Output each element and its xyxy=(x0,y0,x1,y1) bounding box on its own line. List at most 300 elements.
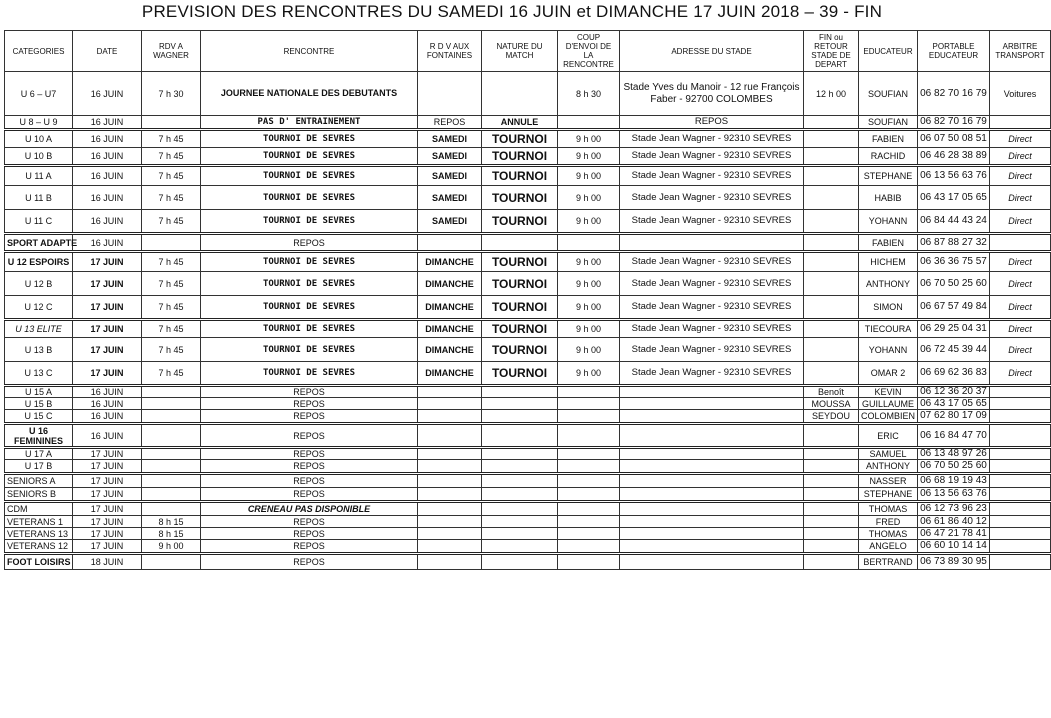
cell-cat: U 11 A xyxy=(5,166,73,186)
cell-arbitre xyxy=(990,448,1051,460)
cell-fontaines: SAMEDI xyxy=(418,148,482,166)
table-row xyxy=(5,398,1051,410)
cell-cat: VETERANS 13 xyxy=(5,528,73,540)
cell-tel: 06 16 84 47 70 xyxy=(918,424,990,448)
cell-cat: VETERANS 1 xyxy=(5,516,73,528)
cell-educ: FRED xyxy=(859,516,918,528)
cell-cat: U 15 A xyxy=(5,386,73,398)
cell-educ: ANGELO xyxy=(859,540,918,554)
cell-adresse xyxy=(620,398,804,410)
table-row xyxy=(5,148,1051,166)
cell-tel: 06 84 44 43 24 xyxy=(918,210,990,234)
cell-educ: THOMAS xyxy=(859,528,918,540)
cell-nature: TOURNOI xyxy=(482,210,558,234)
cell-arbitre xyxy=(990,516,1051,528)
cell-rdv: 7 h 45 xyxy=(142,362,201,386)
cell-educ: YOHANN xyxy=(859,338,918,362)
cell-fin xyxy=(804,540,859,554)
cell-coup xyxy=(558,460,620,474)
cell-fontaines: DIMANCHE xyxy=(418,272,482,296)
cell-arbitre: Direct xyxy=(990,296,1051,320)
cell-nature: TOURNOI xyxy=(482,252,558,272)
cell-fontaines: DIMANCHE xyxy=(418,252,482,272)
cell-rencontre: PAS D' ENTRAINEMENT xyxy=(201,116,418,130)
cell-fontaines xyxy=(418,424,482,448)
cell-cat: U 13 B xyxy=(5,338,73,362)
cell-cat: FOOT LOISIRS xyxy=(5,554,73,570)
cell-arbitre xyxy=(990,424,1051,448)
cell-adresse: Stade Jean Wagner - 92310 SEVRES xyxy=(620,272,804,296)
cell-arbitre: Direct xyxy=(990,166,1051,186)
cell-coup xyxy=(558,528,620,540)
cell-rencontre: REPOS xyxy=(201,398,418,410)
cell-adresse: Stade Jean Wagner - 92310 SEVRES xyxy=(620,252,804,272)
cell-arbitre xyxy=(990,410,1051,424)
cell-cat: U 15 B xyxy=(5,398,73,410)
table-row xyxy=(5,528,1051,540)
cell-cat: U 10 B xyxy=(5,148,73,166)
cell-adresse: Stade Jean Wagner - 92310 SEVRES xyxy=(620,296,804,320)
cell-coup xyxy=(558,488,620,502)
schedule-table xyxy=(4,30,1051,570)
cell-rencontre: CRENEAU PAS DISPONIBLE xyxy=(201,502,418,516)
cell-rencontre: REPOS xyxy=(201,528,418,540)
cell-fin xyxy=(804,272,859,296)
cell-cat: U 17 B xyxy=(5,460,73,474)
cell-educ: OMAR 2 xyxy=(859,362,918,386)
cell-educ: HABIB xyxy=(859,186,918,210)
cell-rdv: 8 h 15 xyxy=(142,516,201,528)
table-row xyxy=(5,448,1051,460)
cell-tel: 06 87 88 27 32 xyxy=(918,234,990,252)
cell-nature: TOURNOI xyxy=(482,362,558,386)
cell-nature xyxy=(482,502,558,516)
cell-fin xyxy=(804,488,859,502)
cell-rdv: 7 h 45 xyxy=(142,166,201,186)
cell-tel: 07 62 80 17 09 xyxy=(918,410,990,424)
cell-tel: 06 13 56 63 76 xyxy=(918,166,990,186)
cell-arbitre xyxy=(990,398,1051,410)
cell-rencontre: REPOS xyxy=(201,424,418,448)
cell-rdv: 7 h 45 xyxy=(142,210,201,234)
cell-coup: 9 h 00 xyxy=(558,186,620,210)
table-row xyxy=(5,320,1051,338)
cell-rencontre: REPOS xyxy=(201,488,418,502)
cell-fontaines xyxy=(418,528,482,540)
cell-date: 17 JUIN xyxy=(73,502,142,516)
cell-adresse xyxy=(620,448,804,460)
cell-educ: THOMAS xyxy=(859,502,918,516)
cell-coup xyxy=(558,410,620,424)
cell-fin xyxy=(804,362,859,386)
cell-rencontre: TOURNOI DE SEVRES xyxy=(201,252,418,272)
cell-educ: NASSER xyxy=(859,474,918,488)
cell-arbitre xyxy=(990,554,1051,570)
cell-date: 16 JUIN xyxy=(73,424,142,448)
table-row xyxy=(5,424,1051,448)
cell-tel: 06 82 70 16 79 xyxy=(918,116,990,130)
cell-fontaines xyxy=(418,398,482,410)
cell-cat: U 17 A xyxy=(5,448,73,460)
cell-adresse: Stade Yves du Manoir - 12 rue François Faber - 92700 COLOMBES xyxy=(620,72,804,116)
cell-adresse xyxy=(620,474,804,488)
cell-coup: 9 h 00 xyxy=(558,130,620,148)
cell-fontaines: DIMANCHE xyxy=(418,338,482,362)
cell-rdv: 7 h 45 xyxy=(142,186,201,210)
cell-nature: TOURNOI xyxy=(482,338,558,362)
cell-arbitre xyxy=(990,540,1051,554)
cell-fin xyxy=(804,460,859,474)
cell-arbitre xyxy=(990,502,1051,516)
cell-rencontre: TOURNOI DE SEVRES xyxy=(201,272,418,296)
cell-educ: BERTRAND xyxy=(859,554,918,570)
cell-coup xyxy=(558,554,620,570)
cell-date: 17 JUIN xyxy=(73,540,142,554)
cell-rencontre: REPOS xyxy=(201,554,418,570)
cell-nature xyxy=(482,540,558,554)
cell-tel: 06 07 50 08 51 xyxy=(918,130,990,148)
cell-cat: U 16 FEMININES xyxy=(5,424,73,448)
cell-coup xyxy=(558,424,620,448)
cell-rencontre: TOURNOI DE SEVRES xyxy=(201,362,418,386)
cell-cat: U 10 A xyxy=(5,130,73,148)
cell-educ: STEPHANE xyxy=(859,488,918,502)
cell-fin xyxy=(804,502,859,516)
cell-tel: 06 12 73 96 23 xyxy=(918,502,990,516)
cell-adresse: Stade Jean Wagner - 92310 SEVRES xyxy=(620,320,804,338)
cell-rdv xyxy=(142,234,201,252)
cell-educ: ANTHONY xyxy=(859,460,918,474)
table-row xyxy=(5,338,1051,362)
cell-nature: TOURNOI xyxy=(482,320,558,338)
header-fin-retour: FIN ou RETOUR STADE DE DEPART xyxy=(804,31,859,72)
cell-fontaines xyxy=(418,448,482,460)
cell-fontaines xyxy=(418,474,482,488)
cell-fontaines xyxy=(418,234,482,252)
cell-arbitre: Direct xyxy=(990,272,1051,296)
cell-tel: 06 82 70 16 79 xyxy=(918,72,990,116)
cell-cat: SENIORS A xyxy=(5,474,73,488)
cell-fin xyxy=(804,116,859,130)
table-row xyxy=(5,516,1051,528)
cell-rencontre: REPOS xyxy=(201,474,418,488)
cell-educ: GUILLAUME xyxy=(859,398,918,410)
cell-coup: 9 h 00 xyxy=(558,296,620,320)
cell-educ: SOUFIAN xyxy=(859,72,918,116)
cell-rencontre: TOURNOI DE SEVRES xyxy=(201,186,418,210)
cell-arbitre xyxy=(990,460,1051,474)
cell-coup: 9 h 00 xyxy=(558,272,620,296)
cell-arbitre: Direct xyxy=(990,338,1051,362)
cell-fontaines: SAMEDI xyxy=(418,210,482,234)
cell-arbitre xyxy=(990,386,1051,398)
cell-coup: 9 h 00 xyxy=(558,148,620,166)
cell-rdv: 7 h 45 xyxy=(142,296,201,320)
cell-nature xyxy=(482,554,558,570)
cell-fin xyxy=(804,296,859,320)
cell-fontaines xyxy=(418,410,482,424)
header-coup-envoi: COUP D'ENVOI DE LA RENCONTRE xyxy=(558,31,620,72)
cell-rdv: 7 h 45 xyxy=(142,320,201,338)
cell-fin: SEYDOU xyxy=(804,410,859,424)
table-row xyxy=(5,72,1051,116)
cell-coup xyxy=(558,386,620,398)
cell-fin xyxy=(804,554,859,570)
cell-rencontre: TOURNOI DE SEVRES xyxy=(201,338,418,362)
cell-nature xyxy=(482,398,558,410)
cell-educ: FABIEN xyxy=(859,234,918,252)
table-row xyxy=(5,410,1051,424)
cell-rencontre: TOURNOI DE SEVRES xyxy=(201,166,418,186)
cell-fin xyxy=(804,130,859,148)
cell-tel: 06 68 19 19 43 xyxy=(918,474,990,488)
cell-arbitre: Direct xyxy=(990,186,1051,210)
cell-fin xyxy=(804,186,859,210)
cell-coup: 9 h 00 xyxy=(558,338,620,362)
cell-adresse: Stade Jean Wagner - 92310 SEVRES xyxy=(620,338,804,362)
cell-date: 17 JUIN xyxy=(73,460,142,474)
cell-tel: 06 29 25 04 31 xyxy=(918,320,990,338)
cell-coup: 9 h 00 xyxy=(558,252,620,272)
cell-date: 17 JUIN xyxy=(73,528,142,540)
cell-date: 16 JUIN xyxy=(73,72,142,116)
header-rdv-wagner: RDV A WAGNER xyxy=(142,31,201,72)
table-row xyxy=(5,386,1051,398)
cell-cat: U 13 ELITE xyxy=(5,320,73,338)
cell-rencontre: TOURNOI DE SEVRES xyxy=(201,320,418,338)
cell-rencontre: TOURNOI DE SEVRES xyxy=(201,130,418,148)
cell-arbitre xyxy=(990,116,1051,130)
table-row xyxy=(5,362,1051,386)
cell-nature: TOURNOI xyxy=(482,130,558,148)
cell-arbitre: Direct xyxy=(990,130,1051,148)
cell-adresse: REPOS xyxy=(620,116,804,130)
cell-arbitre: Direct xyxy=(990,252,1051,272)
cell-educ: SAMUEL xyxy=(859,448,918,460)
cell-rdv xyxy=(142,460,201,474)
cell-date: 16 JUIN xyxy=(73,398,142,410)
cell-adresse xyxy=(620,386,804,398)
cell-fin xyxy=(804,424,859,448)
cell-fin xyxy=(804,234,859,252)
cell-arbitre xyxy=(990,488,1051,502)
cell-fontaines: DIMANCHE xyxy=(418,296,482,320)
cell-adresse: Stade Jean Wagner - 92310 SEVRES xyxy=(620,166,804,186)
cell-tel: 06 47 21 78 41 xyxy=(918,528,990,540)
cell-rdv: 7 h 45 xyxy=(142,252,201,272)
cell-tel: 06 69 62 36 83 xyxy=(918,362,990,386)
cell-arbitre: Direct xyxy=(990,362,1051,386)
cell-fin xyxy=(804,252,859,272)
cell-date: 17 JUIN xyxy=(73,296,142,320)
cell-tel: 06 36 36 75 57 xyxy=(918,252,990,272)
cell-tel: 06 72 45 39 44 xyxy=(918,338,990,362)
cell-rdv xyxy=(142,386,201,398)
cell-tel: 06 13 48 97 26 xyxy=(918,448,990,460)
cell-rdv xyxy=(142,448,201,460)
cell-fontaines xyxy=(418,554,482,570)
cell-nature: TOURNOI xyxy=(482,296,558,320)
table-row xyxy=(5,186,1051,210)
table-row xyxy=(5,474,1051,488)
cell-nature xyxy=(482,488,558,502)
cell-tel: 06 43 17 05 65 xyxy=(918,398,990,410)
cell-tel: 06 70 50 25 60 xyxy=(918,272,990,296)
cell-nature xyxy=(482,460,558,474)
cell-cat: SPORT ADAPTE xyxy=(5,234,73,252)
cell-fontaines xyxy=(418,540,482,554)
cell-coup xyxy=(558,448,620,460)
cell-cat: CDM xyxy=(5,502,73,516)
cell-rencontre: REPOS xyxy=(201,234,418,252)
cell-fontaines xyxy=(418,516,482,528)
cell-coup: 8 h 30 xyxy=(558,72,620,116)
cell-coup xyxy=(558,116,620,130)
cell-fontaines xyxy=(418,460,482,474)
cell-adresse xyxy=(620,516,804,528)
cell-educ: SIMON xyxy=(859,296,918,320)
cell-fin xyxy=(804,210,859,234)
cell-nature xyxy=(482,474,558,488)
cell-arbitre: Voitures xyxy=(990,72,1051,116)
table-row xyxy=(5,540,1051,554)
cell-cat: U 8 – U 9 xyxy=(5,116,73,130)
cell-fontaines: SAMEDI xyxy=(418,166,482,186)
cell-arbitre xyxy=(990,474,1051,488)
cell-fin xyxy=(804,338,859,362)
cell-rdv xyxy=(142,424,201,448)
cell-rdv xyxy=(142,398,201,410)
cell-nature: ANNULE xyxy=(482,116,558,130)
cell-fontaines: DIMANCHE xyxy=(418,320,482,338)
cell-date: 17 JUIN xyxy=(73,448,142,460)
cell-date: 16 JUIN xyxy=(73,116,142,130)
cell-tel: 06 13 56 63 76 xyxy=(918,488,990,502)
cell-rdv xyxy=(142,502,201,516)
cell-coup xyxy=(558,398,620,410)
cell-nature xyxy=(482,528,558,540)
cell-rencontre: REPOS xyxy=(201,516,418,528)
cell-arbitre xyxy=(990,528,1051,540)
cell-date: 17 JUIN xyxy=(73,488,142,502)
cell-rdv: 8 h 15 xyxy=(142,528,201,540)
cell-adresse: Stade Jean Wagner - 92310 SEVRES xyxy=(620,186,804,210)
cell-coup: 9 h 00 xyxy=(558,362,620,386)
cell-arbitre: Direct xyxy=(990,148,1051,166)
cell-coup xyxy=(558,234,620,252)
cell-fontaines xyxy=(418,502,482,516)
cell-fontaines: SAMEDI xyxy=(418,186,482,210)
cell-adresse xyxy=(620,554,804,570)
cell-nature xyxy=(482,424,558,448)
cell-educ: TIECOURA xyxy=(859,320,918,338)
header-categories: CATEGORIES xyxy=(5,31,73,72)
cell-tel: 06 70 50 25 60 xyxy=(918,460,990,474)
cell-date: 16 JUIN xyxy=(73,410,142,424)
cell-adresse xyxy=(620,424,804,448)
cell-nature xyxy=(482,234,558,252)
cell-date: 16 JUIN xyxy=(73,234,142,252)
cell-nature: TOURNOI xyxy=(482,272,558,296)
cell-adresse xyxy=(620,540,804,554)
header-rencontre: RENCONTRE xyxy=(201,31,418,72)
cell-nature: TOURNOI xyxy=(482,148,558,166)
table-row xyxy=(5,116,1051,130)
cell-coup: 9 h 00 xyxy=(558,210,620,234)
cell-cat: SENIORS B xyxy=(5,488,73,502)
cell-date: 16 JUIN xyxy=(73,386,142,398)
cell-fontaines: REPOS xyxy=(418,116,482,130)
cell-tel: 06 67 57 49 84 xyxy=(918,296,990,320)
cell-date: 16 JUIN xyxy=(73,130,142,148)
cell-date: 16 JUIN xyxy=(73,148,142,166)
cell-fin xyxy=(804,320,859,338)
cell-coup: 9 h 00 xyxy=(558,320,620,338)
cell-cat: VETERANS 12 xyxy=(5,540,73,554)
cell-date: 17 JUIN xyxy=(73,320,142,338)
cell-educ: YOHANN xyxy=(859,210,918,234)
cell-cat: U 13 C xyxy=(5,362,73,386)
cell-rencontre: TOURNOI DE SEVRES xyxy=(201,210,418,234)
cell-date: 16 JUIN xyxy=(73,186,142,210)
cell-cat: U 11 C xyxy=(5,210,73,234)
cell-adresse xyxy=(620,410,804,424)
table-row xyxy=(5,488,1051,502)
cell-rdv xyxy=(142,488,201,502)
cell-date: 17 JUIN xyxy=(73,362,142,386)
cell-rencontre: REPOS xyxy=(201,386,418,398)
cell-cat: U 6 – U7 xyxy=(5,72,73,116)
cell-rdv xyxy=(142,410,201,424)
cell-educ: ANTHONY xyxy=(859,272,918,296)
cell-tel: 06 73 89 30 95 xyxy=(918,554,990,570)
cell-fin: Benoît xyxy=(804,386,859,398)
cell-fin xyxy=(804,448,859,460)
cell-educ: KEVIN xyxy=(859,386,918,398)
cell-adresse xyxy=(620,502,804,516)
cell-cat: U 12 C xyxy=(5,296,73,320)
cell-arbitre: Direct xyxy=(990,320,1051,338)
cell-tel: 06 46 28 38 89 xyxy=(918,148,990,166)
cell-rdv xyxy=(142,554,201,570)
cell-nature xyxy=(482,410,558,424)
table-row xyxy=(5,166,1051,186)
cell-rencontre: TOURNOI DE SEVRES xyxy=(201,296,418,320)
table-row xyxy=(5,252,1051,272)
cell-educ: STEPHANE xyxy=(859,166,918,186)
cell-rencontre: REPOS xyxy=(201,460,418,474)
cell-coup xyxy=(558,540,620,554)
cell-coup xyxy=(558,474,620,488)
header-row xyxy=(5,31,1051,72)
cell-fontaines xyxy=(418,72,482,116)
cell-educ: COLOMBIEN xyxy=(859,410,918,424)
cell-fontaines: SAMEDI xyxy=(418,130,482,148)
cell-nature xyxy=(482,72,558,116)
cell-nature xyxy=(482,516,558,528)
cell-fin xyxy=(804,148,859,166)
cell-fin xyxy=(804,166,859,186)
cell-tel: 06 61 86 40 12 xyxy=(918,516,990,528)
header-date: DATE xyxy=(73,31,142,72)
cell-tel: 06 60 10 14 14 xyxy=(918,540,990,554)
cell-date: 18 JUIN xyxy=(73,554,142,570)
cell-coup: 9 h 00 xyxy=(558,166,620,186)
table-row xyxy=(5,554,1051,570)
cell-fontaines xyxy=(418,488,482,502)
cell-rencontre: JOURNEE NATIONALE DES DEBUTANTS xyxy=(201,72,418,116)
cell-rencontre: REPOS xyxy=(201,448,418,460)
